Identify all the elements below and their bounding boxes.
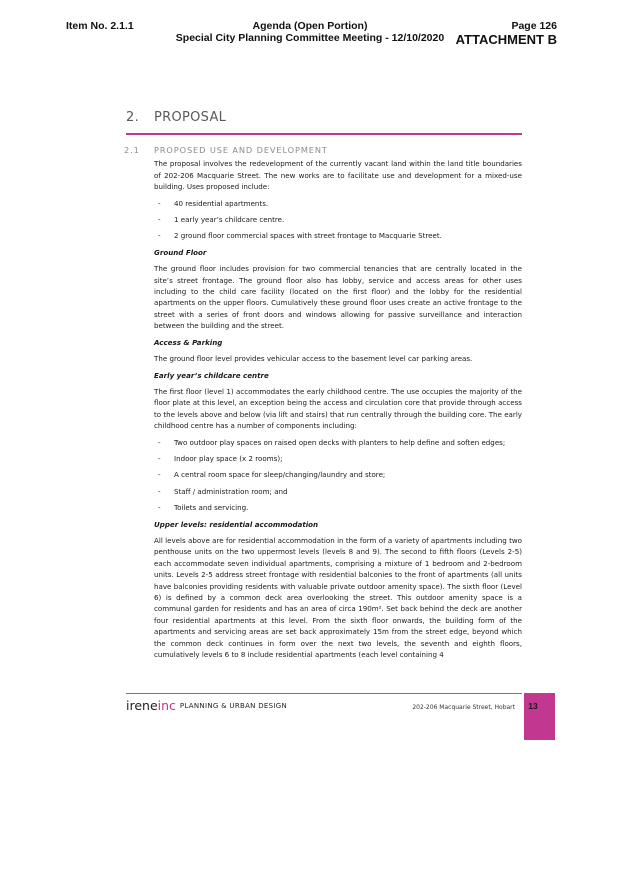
- logo-tagline: PLANNING & URBAN DESIGN: [179, 702, 288, 710]
- childcare-components-list: [154, 437, 522, 514]
- childcare-heading: Early year’s childcare centre: [154, 370, 269, 380]
- footer-address: 202-206 Macquarie Street, Hobart: [412, 704, 515, 711]
- attachment-label: ATTACHMENT B: [455, 32, 557, 47]
- list-item: - Toilets and servicing.: [158, 503, 249, 513]
- agenda-title: Agenda (Open Portion): [252, 20, 368, 32]
- childcare-paragraph: The first floor (level 1) accommodates the early childhood centre. The use occupies the majority of the floor plate at this level, an exception being the access and circulation core that provide through access to the levels above and below (via lift and stairs) that run centrally through the building core. The early childhood centre has a number of components including:: [154, 386, 522, 431]
- access-heading: Access & Parking: [154, 337, 223, 347]
- intro-paragraph: The proposal involves the redevelopment of the currently vacant land within the land title boundaries of 202-206 Macquarie Street. The new works are to facilitate use and development for a mixed-use building. Uses proposed include:: [154, 159, 522, 192]
- logo-accent: inc: [157, 698, 176, 713]
- company-logo: [126, 698, 287, 713]
- list-item: - A central room space for sleep/changing/laundry and store;: [158, 470, 386, 480]
- upper-levels-heading: Upper levels: residential accommodation: [154, 519, 319, 529]
- page-number-tab: [524, 693, 555, 740]
- subsection-title: PROPOSED USE AND DEVELOPMENT: [154, 145, 328, 155]
- page-label: Page 126: [511, 20, 557, 32]
- logo-main: irene: [126, 698, 158, 713]
- section-number: 2.: [126, 110, 140, 125]
- section-title-text: PROPOSAL: [154, 110, 227, 125]
- ground-floor-heading: Ground Floor: [154, 247, 207, 257]
- section-title: [126, 110, 226, 125]
- meeting-title: Special City Planning Committee Meeting - 12/10/2020: [175, 32, 445, 44]
- subsection-number: 2.1: [124, 145, 140, 155]
- list-item: - Indoor play space (x 2 rooms);: [158, 453, 283, 463]
- upper-levels-paragraph: All levels above are for residential accommodation in the form of a variety of apartments including two penthouse units on the two uppermost levels (levels 8 and 9). The second to fifth floors (Levels 2-5) each accommodate seven individual apartments, comprising a mixture of 1 bedroom and 2-bedroom units. Levels 2-5 address street frontage with residential balconies to the front of apartments (all units have balconies providing residents with valuable private outdoor amenity space). The sixth floor (Level 6) is defined by a common deck area overlooking the street. This outdoor amenity space is a communal garden for residents and has an area of circa 190m². Set back behind the deck are another four residential apartments at this level. From the sixth floor onwards, the building form of the apartments and servicing areas are set back approximately 15m from the street edge, beyond which the common deck continues in form over the next two levels, the seventh and eighth floors, cumulatively levels 6 to 8 include residential apartments (each level containing 4: [154, 535, 522, 660]
- section-divider: [126, 133, 522, 135]
- page-number: 13: [528, 701, 538, 711]
- item-number: Item No. 2.1.1: [66, 20, 134, 32]
- agenda-heading: [160, 20, 460, 44]
- access-paragraph: The ground floor level provides vehicular access to the basement level car parking areas.: [154, 354, 473, 364]
- list-item: - Staff / administration room; and: [158, 486, 288, 496]
- list-item: - Two outdoor play spaces on raised open decks with planters to help define and soften edges;: [158, 437, 506, 447]
- ground-floor-paragraph: The ground floor includes provision for two commercial tenancies that are centrally located in the site’s street frontage. The ground floor also has lobby, service and access areas for other uses including to the child care facility (located on the first floor) and the lobby for the residential apartments on the upper floors. Cumulatively these ground floor uses create an active frontage to the street with a series of front doors and windows allowing for passive surveillance and interaction between the building and the street.: [154, 264, 522, 331]
- subsection-heading: [124, 145, 522, 156]
- document-body: [124, 145, 522, 665]
- uses-list: [154, 198, 522, 242]
- list-item: - 1 early year’s childcare centre.: [158, 215, 285, 225]
- list-item: - 40 residential apartments.: [158, 198, 269, 208]
- page-info: [456, 20, 557, 47]
- list-item: - 2 ground floor commercial spaces with street frontage to Macquarie Street.: [158, 231, 442, 241]
- footer-divider: [126, 693, 522, 694]
